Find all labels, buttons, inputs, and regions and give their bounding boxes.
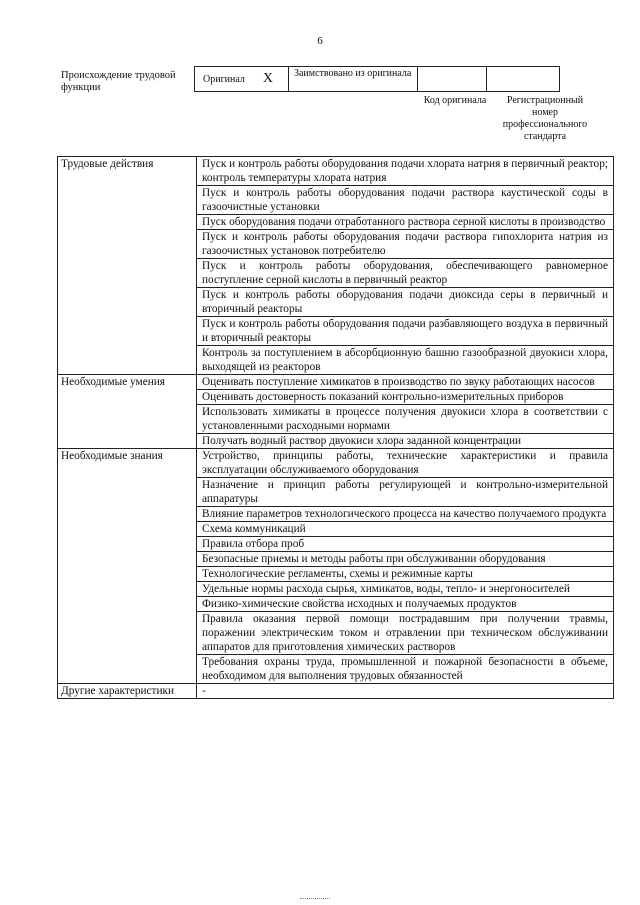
origin-label: Происхождение трудовой функции bbox=[61, 70, 176, 93]
section-item: Влияние параметров технологического процесса на качество получаемого продукта bbox=[197, 507, 614, 522]
section-label: Другие характеристики bbox=[58, 684, 197, 699]
section-label: Трудовые действия bbox=[58, 157, 197, 375]
table-row bbox=[58, 157, 614, 186]
borrowed-label: Заимствовано из оригинала bbox=[289, 67, 418, 91]
section-item: Пуск и контроль работы оборудования подачи раствора каустической соды в газоочистные установки bbox=[197, 186, 614, 215]
section-item: Оценивать достоверность показаний контрольно-измерительных приборов bbox=[197, 390, 614, 405]
table-row bbox=[58, 375, 614, 390]
section-item: Технологические регламенты, схемы и режимные карты bbox=[197, 567, 614, 582]
section-item: Использовать химикаты в процессе получения двуокиси хлора в соответствии с установленными расходными нормами bbox=[197, 405, 614, 434]
section-item: Физико-химические свойства исходных и получаемых продуктов bbox=[197, 597, 614, 612]
code-cell bbox=[418, 67, 488, 91]
section-item: Пуск оборудования подачи отработанного раствора серной кислоты в производство bbox=[197, 215, 614, 230]
section-item: Оценивать поступление химикатов в производство по звуку работающих насосов bbox=[197, 375, 614, 390]
origin-box bbox=[194, 66, 560, 92]
section-item: Безопасные приемы и методы работы при обслуживании оборудования bbox=[197, 552, 614, 567]
section-item: Пуск и контроль работы оборудования подачи разбавляющего воздуха в первичный и вторичный реакторы bbox=[197, 317, 614, 346]
section-item: Пуск и контроль работы оборудования подачи раствора гипохлорита натрия из газоочистных установок потребителю bbox=[197, 230, 614, 259]
page-number: 6 bbox=[317, 35, 323, 47]
section-item: Получать водный раствор двуокиси хлора заданной концентрации bbox=[197, 434, 614, 449]
section-item: Схема коммуникаций bbox=[197, 522, 614, 537]
section-item: Правила отбора проб bbox=[197, 537, 614, 552]
function-table bbox=[57, 156, 614, 699]
original-mark: X bbox=[262, 71, 274, 86]
section-item: Назначение и принцип работы регулирующей и контрольно-измерительной аппаратуры bbox=[197, 478, 614, 507]
section-item: Пуск и контроль работы оборудования подачи диоксида серы в первичный и вторичный реакторы bbox=[197, 288, 614, 317]
section-label: Необходимые знания bbox=[58, 449, 197, 684]
section-item: - bbox=[197, 684, 614, 699]
section-label: Необходимые умения bbox=[58, 375, 197, 449]
section-item: Устройство, принципы работы, технические характеристики и правила эксплуатации обслуживаемого оборудования bbox=[197, 449, 614, 478]
reg-caption: Регистрационный номер профессионального стандарта bbox=[502, 95, 588, 142]
original-label: Оригинал bbox=[203, 73, 245, 85]
section-item: Требования охраны труда, промышленной и пожарной безопасности в объеме, необходимом для выполнения трудовых обязанностей bbox=[197, 655, 614, 684]
section-item: Правила оказания первой помощи пострадавшим при получении травмы, поражении электрическим током и отравлении при техническом обслуживании аппаратов для приготовления химических растворов bbox=[197, 612, 614, 655]
table-row bbox=[58, 684, 614, 699]
section-item: Контроль за поступлением в абсорбционную башню газообразной двуокиси хлора, выходящей из реакторов bbox=[197, 346, 614, 375]
table-row bbox=[58, 449, 614, 478]
code-caption: Код оригинала bbox=[423, 95, 487, 106]
reg-number-cell bbox=[487, 67, 559, 91]
bottom-mark bbox=[300, 898, 330, 901]
original-cell bbox=[195, 67, 289, 91]
section-item: Удельные нормы расхода сырья, химикатов, воды, тепло- и энергоносителей bbox=[197, 582, 614, 597]
section-item: Пуск и контроль работы оборудования подачи хлората натрия в первичный реактор; контроль температуры хлората натрия bbox=[197, 157, 614, 186]
section-item: Пуск и контроль работы оборудования, обеспечивающего равномерное поступление серной кислоты в первичный реактор bbox=[197, 259, 614, 288]
